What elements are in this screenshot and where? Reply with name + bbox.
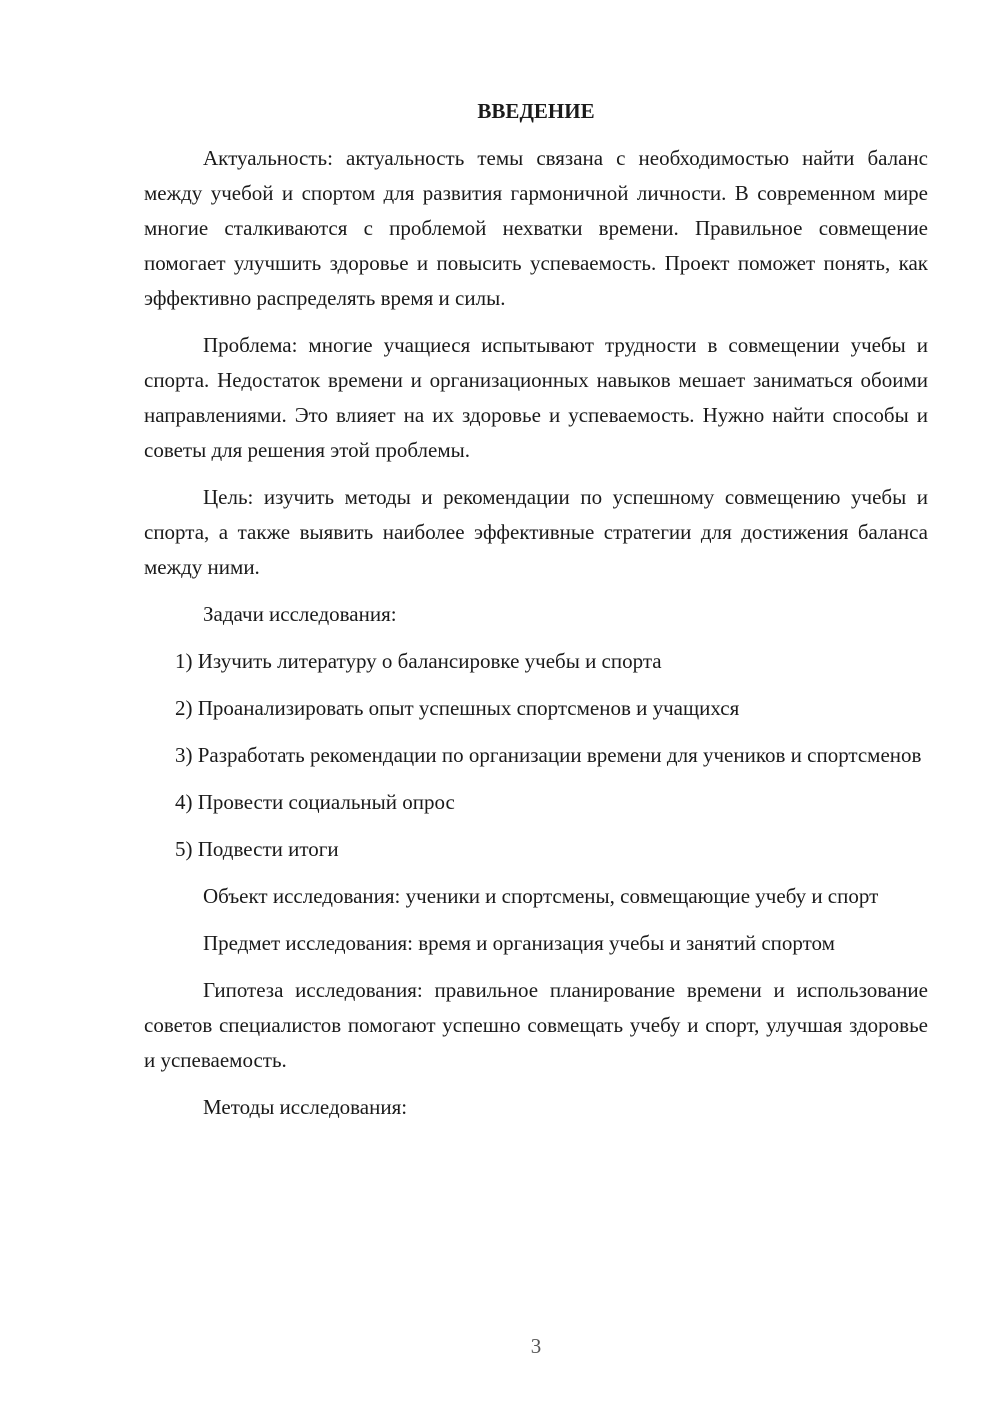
paragraph-tasks-heading: Задачи исследования:: [203, 602, 397, 626]
paragraph-hypothesis: Гипотеза исследования: правильное планирование времени и использование советов специалистов помогают успешно совмещать учебу и спорт, улучшая здоровье и успеваемость.: [144, 978, 928, 1072]
task-item-4: 4) Провести социальный опрос: [175, 790, 455, 814]
paragraph-goal: Цель: изучить методы и рекомендации по успешному совмещению учебы и спорта, а также выявить наиболее эффективные стратегии для достижения баланса между ними.: [144, 485, 928, 579]
task-item-2: 2) Проанализировать опыт успешных спортсменов и учащихся: [175, 696, 740, 720]
paragraph-methods: Методы исследования:: [203, 1095, 408, 1119]
task-item-1: 1) Изучить литературу о балансировке учебы и спорта: [175, 649, 662, 673]
page-number: 3: [530, 1334, 542, 1358]
paragraph-object: Объект исследования: ученики и спортсмены, совмещающие учебу и спорт: [203, 884, 879, 908]
task-item-5: 5) Подвести итоги: [175, 837, 339, 861]
section-title: ВВЕДЕНИЕ: [477, 99, 595, 123]
paragraph-problem: Проблема: многие учащиеся испытывают трудности в совмещении учебы и спорта. Недостаток времени и организационных навыков мешает заниматься обоими направлениями. Это влияет на их здоровье и успеваемость. Нужно найти способы и советы для решения этой проблемы.: [144, 333, 928, 462]
page-content: [144, 94, 928, 1137]
paragraph-relevance: Актуальность: актуальность темы связана с необходимостью найти баланс между учебой и спортом для развития гармоничной личности. В современном мире многие сталкиваются с проблемой нехватки времени. Правильное совмещение помогает улучшить здоровье и повысить успеваемость. Проект поможет понять, как эффективно распределять время и силы.: [144, 146, 928, 310]
tasks-list: [144, 644, 928, 867]
paragraph-subject: Предмет исследования: время и организация учебы и занятий спортом: [203, 931, 835, 955]
task-item-3: 3) Разработать рекомендации по организации времени для учеников и спортсменов: [175, 743, 922, 767]
